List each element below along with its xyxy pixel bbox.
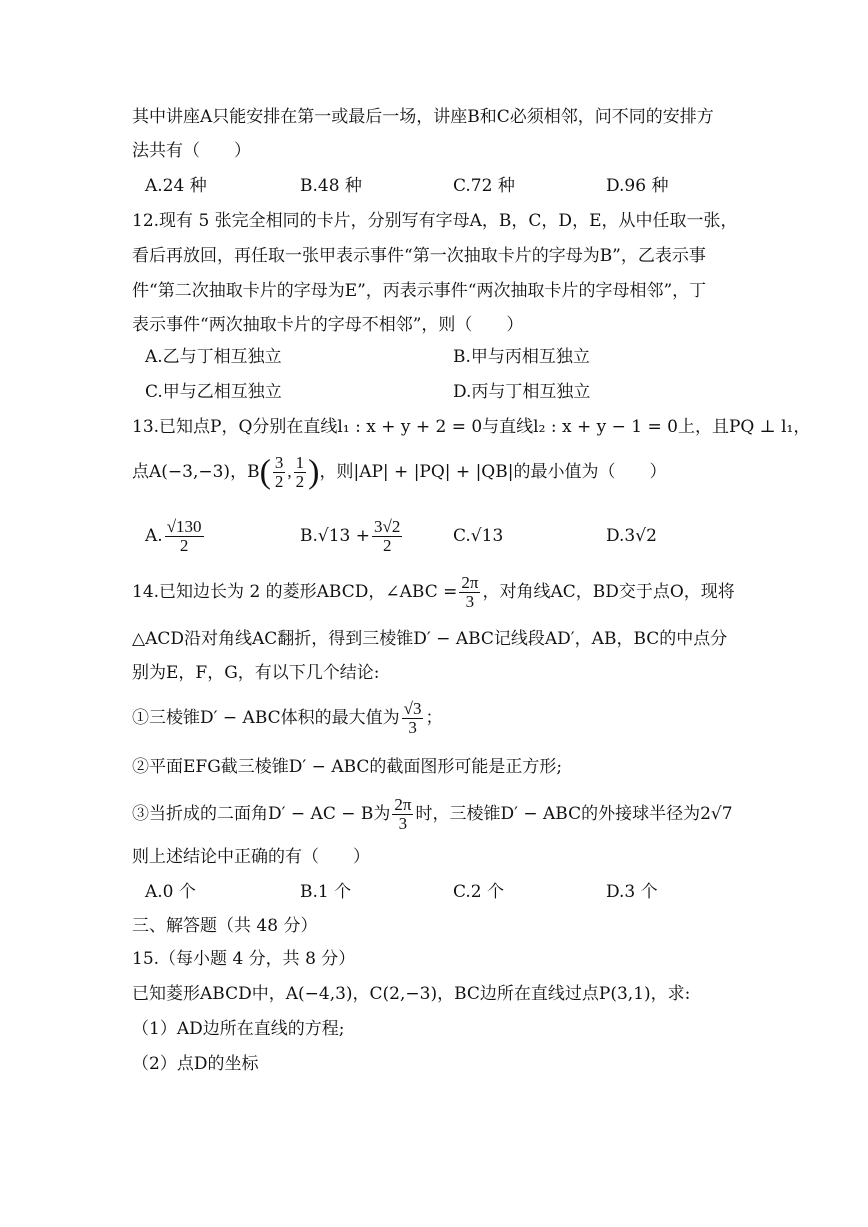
section-3-heading: 三、解答题（共 48 分） (132, 916, 318, 936)
q13-ask: ，则|AP| + |PQ| + |QB|的最小值为（ ） (319, 462, 667, 482)
conclusion-text: ③当折成的二面角D′ − AC − B为 (132, 804, 391, 824)
q13-option-d: D.3√2 (606, 526, 657, 546)
option-label: B.√13 + (300, 526, 371, 546)
q14-option-a: A.0 个 (145, 882, 196, 902)
denominator: 3 (398, 814, 408, 833)
numerator: 3√2 (374, 517, 401, 537)
denominator: 2 (295, 472, 305, 491)
q11-option-b: B.48 种 (300, 176, 362, 196)
q12-line2: 看后再放回，再任取一张甲表示事件“第一次抽取卡片的字母为B”，乙表示事 (132, 246, 706, 266)
q14-conclusion-1 (132, 694, 442, 742)
option-label: A. (145, 526, 163, 546)
q13-option-b (300, 512, 404, 560)
q15-part-2: （2）点D的坐标 (132, 1054, 259, 1074)
q15-part-1: （1）AD边所在直线的方程; (132, 1019, 345, 1039)
q13-point-a-text: 点A(−3,−3)，B (132, 462, 260, 482)
q13-b-frac-x (273, 454, 286, 491)
numerator: 1 (295, 453, 305, 473)
q14-intro: 14.已知边长为 2 的菱形ABCD，∠ABC = (132, 582, 458, 602)
q15-header: 15.（每小题 4 分，共 8 分） (132, 949, 356, 969)
q14-conclusion-2: ②平面EFG截三棱锥D′ − ABC的截面图形可能是正方形; (132, 757, 563, 777)
q13-option-a (145, 512, 206, 560)
q14-line2: △ACD沿对角线AC翻折，得到三棱锥D′ − ABC记线段AD′，AB，BC的中点分 (132, 629, 728, 649)
denominator: 3 (465, 592, 475, 611)
numerator: √3 (403, 699, 422, 719)
q13-a-frac (165, 518, 204, 555)
q14-ask: 则上述结论中正确的有（ ） (132, 847, 370, 867)
conclusion-tail: ； (425, 708, 443, 728)
denominator: 3 (408, 718, 417, 737)
q12-line4: 表示事件“两次抽取卡片的字母不相邻”，则（ ） (132, 315, 524, 335)
conclusion-tail: 时，三棱锥D′ − ABC的外接球半径为2√7 (415, 804, 733, 824)
numerator: √130 (166, 517, 202, 537)
conclusion-text: ①三棱锥D′ − ABC体积的最大值为 (132, 708, 400, 728)
numerator: 2π (394, 795, 412, 815)
q14-intro-tail: ，对角线AC，BD交于点O，现将 (482, 582, 735, 602)
q11-option-c: C.72 种 (453, 176, 515, 196)
q11-option-a: A.24 种 (145, 176, 207, 196)
numerator: 3 (274, 453, 284, 473)
q14-option-c: C.2 个 (453, 882, 505, 902)
numerator: 2π (461, 573, 479, 593)
q14-volume-frac (402, 700, 424, 737)
q14-line3: 别为E，F，G，有以下几个结论: (132, 663, 380, 683)
q12-line1: 12.现有 5 张完全相同的卡片，分别写有字母A，B，C，D，E，从中任取一张， (132, 211, 738, 231)
left-paren: ( (259, 453, 271, 491)
q13-line2: 点A(−3,−3)，B( $\frac{3}{2}$ , $\frac{1}{2}$ )，则|AP| + |PQ| + |QB|的最小值为（ ） (132, 453, 667, 491)
q13-b-frac-y (294, 454, 307, 491)
denominator: 2 (179, 536, 189, 555)
q14-option-d: D.3 个 (606, 882, 658, 902)
q14-dihedral-frac (392, 796, 413, 833)
denominator: 2 (382, 536, 392, 555)
q13-option-c: C.√13 (453, 526, 504, 546)
q12-option-d: D.丙与丁相互独立 (453, 382, 591, 402)
q13-b-opt-frac (372, 518, 402, 555)
q14-conclusion-3 (132, 790, 733, 838)
q12-line3: 件“第二次抽取卡片的字母为E”，丙表示事件“两次抽取卡片的字母相邻”，丁 (132, 281, 707, 301)
right-paren: ) (308, 453, 320, 491)
q12-option-b: B.甲与丙相互独立 (453, 347, 590, 367)
q12-option-c: C.甲与乙相互独立 (145, 382, 282, 402)
q11-option-d: D.96 种 (606, 176, 669, 196)
q15-statement: 已知菱形ABCD中，A(−4,3)，C(2,−3)，BC边所在直线过点P(3,1)，求: (132, 984, 691, 1004)
q11-text-line2: 法共有（ ） (132, 141, 251, 161)
q14-option-b: B.1 个 (300, 882, 352, 902)
q13-line1: 13.已知点P，Q分别在直线l₁ : x + y + 2 = 0与直线l₂ : x + y − 1 = 0上，且PQ ⊥ l₁， (132, 417, 811, 437)
q12-option-a: A.乙与丁相互独立 (145, 347, 282, 367)
q14-line1 (132, 568, 735, 616)
q14-angle-frac (459, 574, 480, 611)
denominator: 2 (274, 472, 284, 491)
q11-text-line1: 其中讲座A只能安排在第一或最后一场，讲座B和C必须相邻，问不同的安排方 (132, 107, 714, 127)
